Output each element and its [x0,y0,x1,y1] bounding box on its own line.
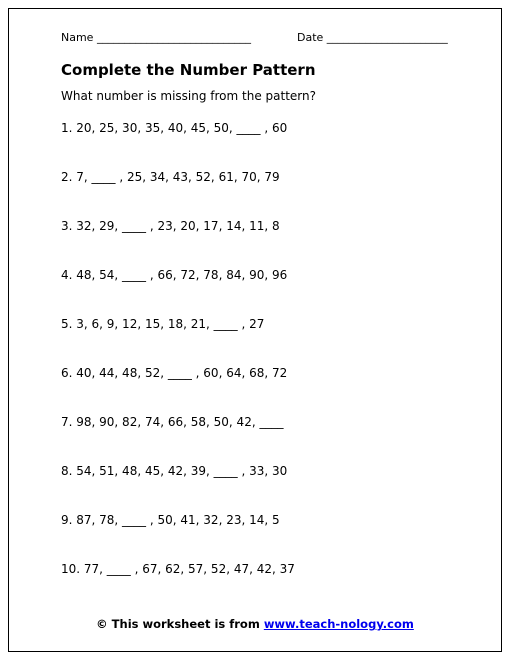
problem-1: 1. 20, 25, 30, 35, 40, 45, 50, ____ , 60 [61,121,288,135]
problem-9: 9. 87, 78, ____ , 50, 41, 32, 23, 14, 5 [61,513,280,527]
date-field[interactable]: Date ______________________ [297,31,448,44]
problem-5: 5. 3, 6, 9, 12, 15, 18, 21, ____ , 27 [61,317,265,331]
footer-link[interactable]: www.teach-nology.com [263,617,414,631]
problem-3: 3. 32, 29, ____ , 23, 20, 17, 14, 11, 8 [61,219,280,233]
problem-6: 6. 40, 44, 48, 52, ____ , 60, 64, 68, 72 [61,366,288,380]
problem-7: 7. 98, 90, 82, 74, 66, 58, 50, 42, ____ [61,415,284,429]
problem-2: 2. 7, ____ , 25, 34, 43, 52, 61, 70, 79 [61,170,280,184]
page-title: Complete the Number Pattern [61,61,316,79]
worksheet-page [8,8,502,652]
instructions: What number is missing from the pattern? [61,89,316,103]
problem-10: 10. 77, ____ , 67, 62, 57, 52, 47, 42, 37 [61,562,295,576]
problem-8: 8. 54, 51, 48, 45, 42, 39, ____ , 33, 30 [61,464,288,478]
footer [9,617,501,631]
problem-4: 4. 48, 54, ____ , 66, 72, 78, 84, 90, 96 [61,268,288,282]
footer-copyright: © This worksheet is from [96,617,264,631]
name-field[interactable]: Name ____________________________ [61,31,251,44]
